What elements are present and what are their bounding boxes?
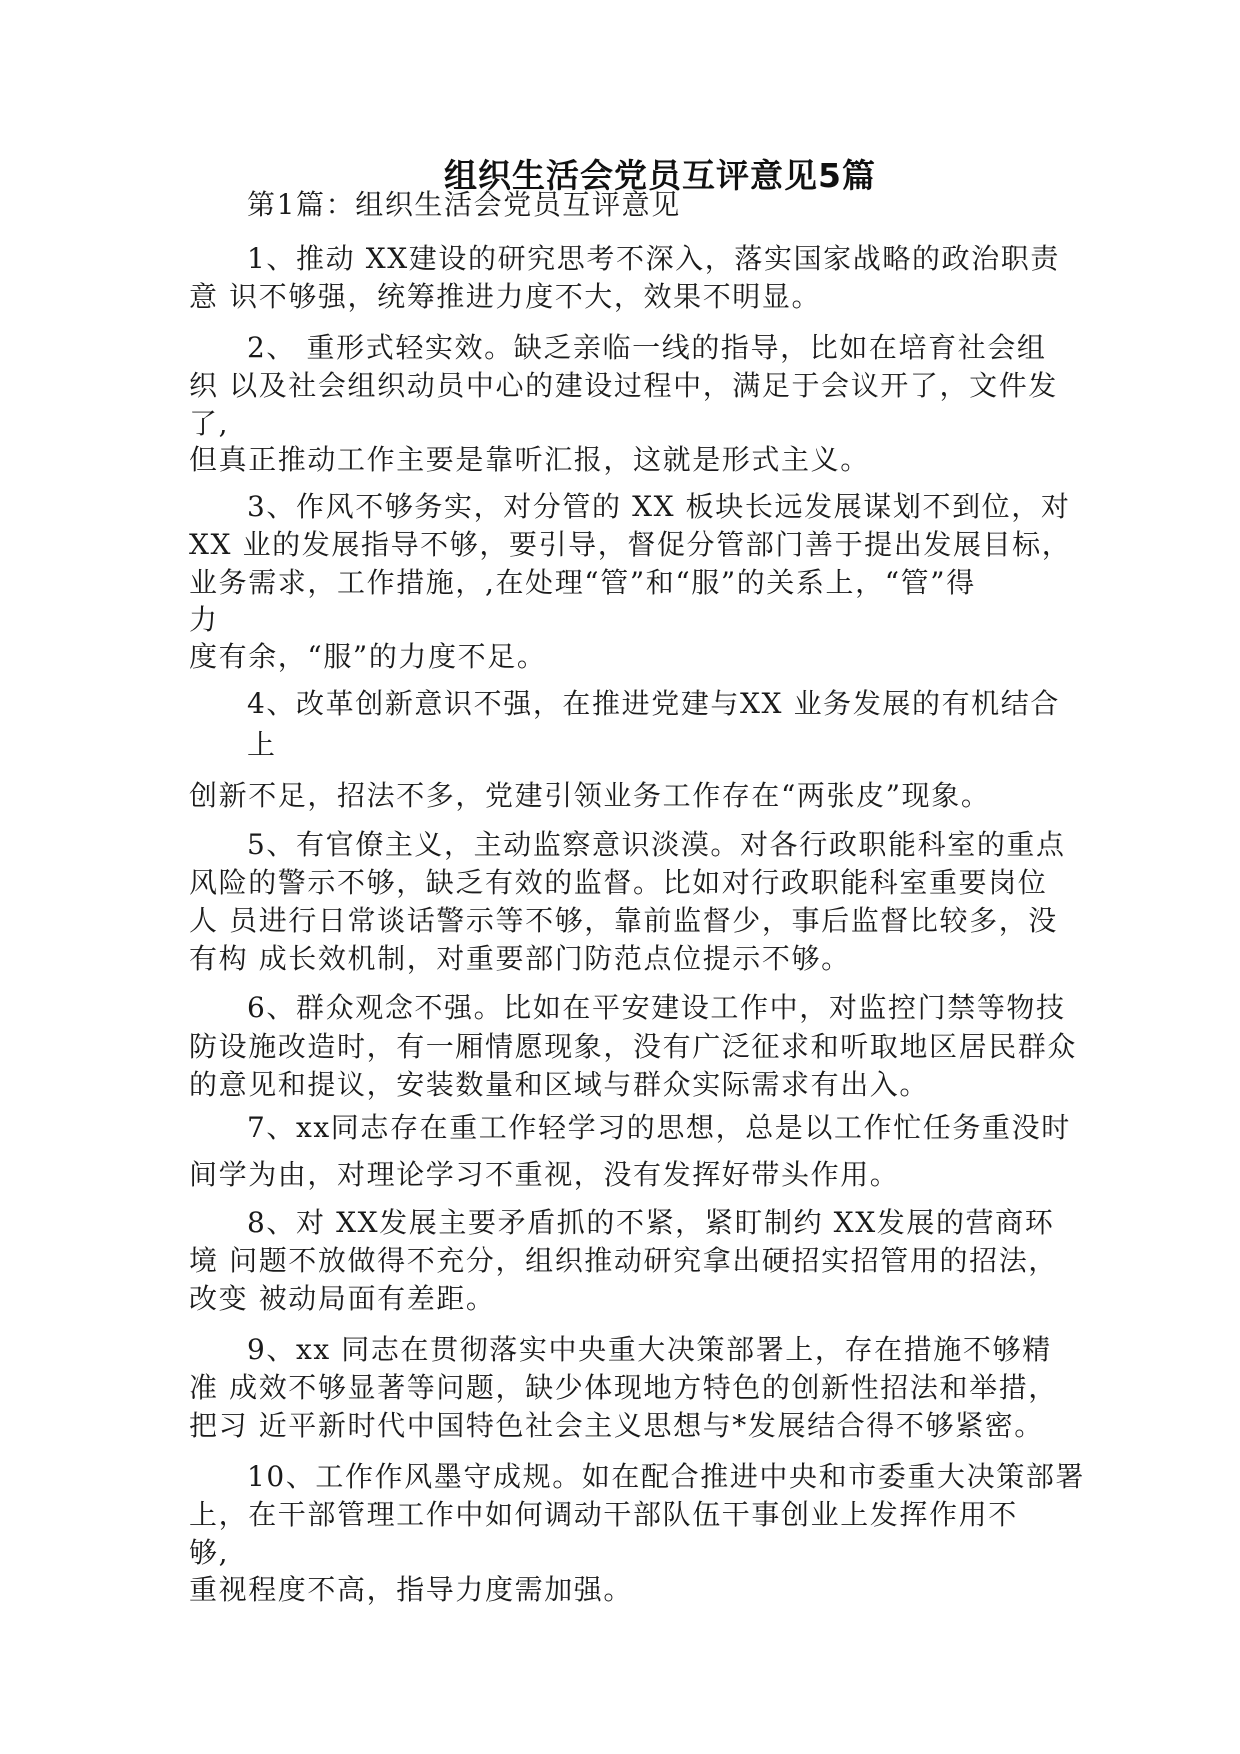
text-line: 人 员进行日常谈话警示等不够，靠前监督少，事后监督比较多，没 [189, 904, 1058, 937]
text-line: 2、 重形式轻实效。缺乏亲临一线的指导，比如在培育社会组 [247, 331, 1047, 364]
text-line: 防设施改造时，有一厢情愿现象，没有广泛征求和听取地区居民群众 [189, 1030, 1078, 1063]
text-line: 6、群众观念不强。比如在平安建设工作中，对监控门禁等物技 [247, 991, 1066, 1024]
document-title: 组织生活会党员互评意见5篇 [444, 156, 876, 195]
text-line: 风险的警示不够，缺乏有效的监督。比如对行政职能科室重要岗位 [189, 866, 1048, 899]
text-line: 间学为由，对理论学习不重视，没有发挥好带头作用。 [189, 1158, 900, 1191]
text-line: 但真正推动工作主要是靠听汇报，这就是形式主义。 [189, 443, 870, 476]
text-line: 5、有官僚主义，主动监察意识淡漠。对各行政职能科室的重点 [247, 828, 1066, 861]
text-line: 重视程度不高，指导力度需加强。 [189, 1573, 634, 1606]
text-line: 力 [189, 603, 219, 636]
text-line: 1、推动 XX建设的研究思考不深入，落实国家战略的政治职责 [247, 242, 1060, 275]
text-line: XX 业的发展指导不够，要引导，督促分管部门善于提出发展目标， [189, 528, 1072, 561]
text-line: 业务需求，工作措施，,在处理“管”和“服”的关系上，“管”得 [189, 566, 976, 599]
text-line: 了, [189, 407, 230, 440]
section-heading: 第1篇：组织生活会党员互评意见 [247, 188, 681, 221]
text-line: 的意见和提议，安装数量和区域与群众实际需求有出入。 [189, 1068, 930, 1101]
text-line: 意 识不够强，统筹推进力度不大，效果不明显。 [189, 280, 822, 313]
text-line: 够, [189, 1536, 230, 1569]
text-line: 境 问题不放做得不充分，组织推动研究拿出硬招实招管用的招法， [189, 1244, 1058, 1277]
text-line: 7、xx同志存在重工作轻学习的思想，总是以工作忙任务重没时 [247, 1111, 1071, 1144]
text-line: 上 [247, 728, 277, 761]
text-line: 准 成效不够显著等问题，缺少体现地方特色的创新性招法和举措， [189, 1371, 1058, 1404]
text-line: 把习 近平新时代中国特色社会主义思想与*发展结合得不够紧密。 [189, 1409, 1044, 1442]
text-line: 3、作风不够务实，对分管的 XX 板块长远发展谋划不到位，对 [247, 490, 1071, 523]
text-line: 8、对 XX发展主要矛盾抓的不紧，紧盯制约 XX发展的营商环 [247, 1206, 1055, 1239]
text-line: 9、xx 同志在贯彻落实中央重大决策部署上，存在措施不够精 [247, 1333, 1052, 1366]
text-line: 创新不足，招法不多，党建引领业务工作存在“两张皮”现象。 [189, 779, 991, 812]
text-line: 度有余，“服”的力度不足。 [189, 640, 547, 673]
text-line: 织 以及社会组织动员中心的建设过程中，满足于会议开了，文件发 [189, 369, 1058, 402]
text-line: 有构 成长效机制，对重要部门防范点位提示不够。 [189, 942, 851, 975]
text-line: 上，在干部管理工作中如何调动干部队伍干事创业上发挥作用不 [189, 1498, 1018, 1531]
text-line: 4、改革创新意识不强，在推进党建与XX 业务发展的有机结合 [247, 687, 1060, 720]
text-line: 10、工作作风墨守成规。如在配合推进中央和市委重大决策部署 [247, 1460, 1086, 1493]
text-line: 改变 被动局面有差距。 [189, 1282, 496, 1315]
